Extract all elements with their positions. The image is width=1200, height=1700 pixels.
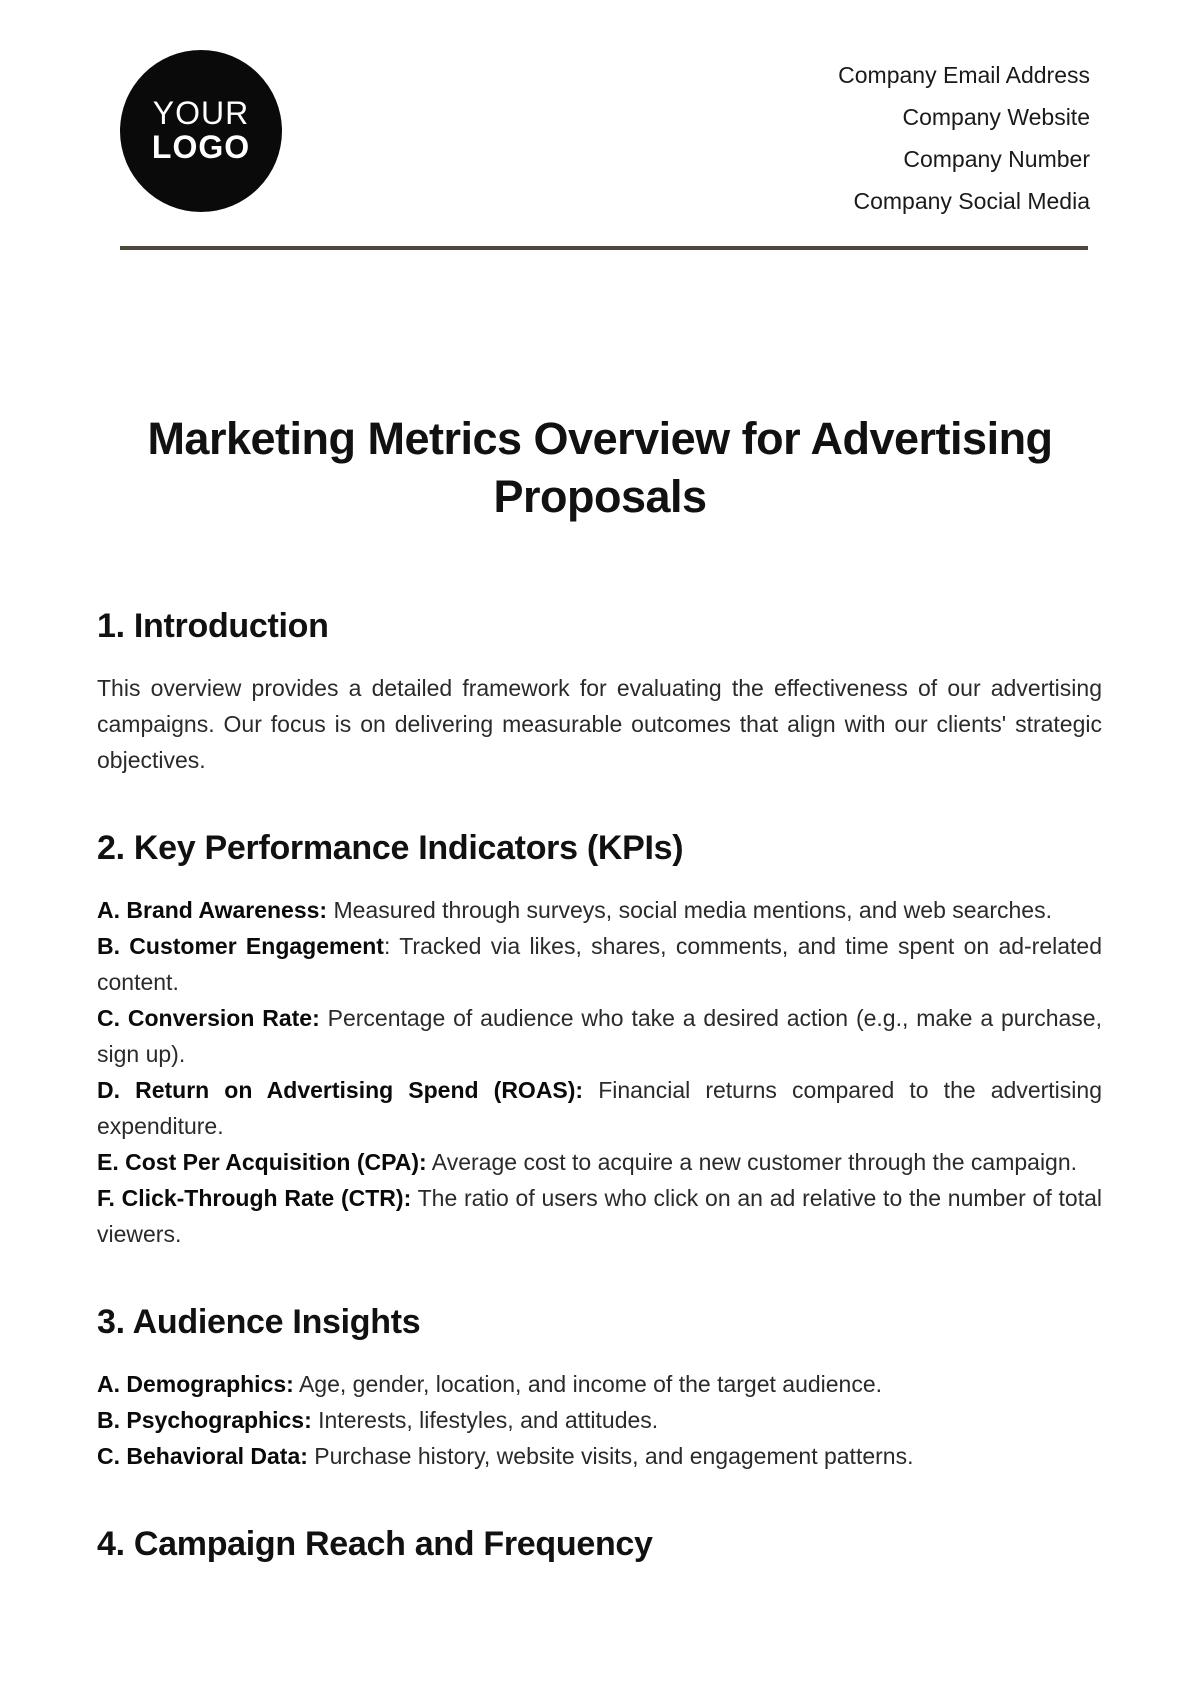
insight-item: [97, 1366, 1102, 1402]
kpi-text: Measured through surveys, social media mentions, and web searches.: [327, 897, 1052, 923]
insight-item: [97, 1402, 1102, 1438]
section-audience-insights: [97, 1300, 1102, 1474]
insight-text: Interests, lifestyles, and attitudes.: [311, 1407, 659, 1433]
insight-text: Purchase history, website visits, and engagement patterns.: [307, 1443, 914, 1469]
kpi-label: E. Cost Per Acquisition (CPA):: [97, 1149, 427, 1175]
document-header: [120, 50, 1090, 214]
kpi-item: [97, 1144, 1102, 1180]
document-body: [97, 604, 1102, 1614]
kpi-item: [97, 892, 1102, 928]
document-title: Marketing Metrics Overview for Advertising Proposals: [147, 413, 1053, 522]
kpi-item: [97, 1180, 1102, 1252]
section-introduction: [97, 604, 1102, 778]
kpi-item: [97, 928, 1102, 1000]
section-heading: 1. Introduction: [97, 607, 329, 645]
company-contact-block: [838, 54, 1090, 222]
section-paragraph: This overview provides a detailed framework for evaluating the effectiveness of our advertising campaigns. Our focus is on delivering measurable outcomes that align with our clients' strategic objectives.: [97, 675, 1102, 773]
insight-item: [97, 1438, 1102, 1474]
kpi-text: Average cost to acquire a new customer through the campaign.: [426, 1149, 1078, 1175]
kpi-text: : Tracked via likes, shares, comments, and time spent on ad-related content.: [97, 933, 1103, 995]
insight-label: B. Psychographics:: [97, 1407, 312, 1433]
logo-line-1: YOUR: [152, 95, 250, 132]
section-heading: 2. Key Performance Indicators (KPIs): [97, 829, 684, 867]
logo-line-2: LOGO: [151, 129, 251, 165]
kpi-item: [97, 1072, 1102, 1144]
company-social-media: Company Social Media: [853, 188, 1090, 214]
company-number: Company Number: [903, 146, 1090, 172]
insight-text: Age, gender, location, and income of the target audience.: [293, 1371, 883, 1397]
kpi-label: B. Customer Engagement: [97, 933, 384, 959]
insight-label: A. Demographics:: [97, 1371, 294, 1397]
company-logo: [120, 50, 282, 212]
kpi-text: The ratio of users who click on an ad relative to the number of total viewers.: [97, 1185, 1102, 1247]
section-heading: 4. Campaign Reach and Frequency: [97, 1525, 653, 1563]
kpi-text: Percentage of audience who take a desired action (e.g., make a purchase, sign up).: [97, 1005, 1102, 1067]
kpi-label: C. Conversion Rate:: [97, 1005, 320, 1031]
kpi-item: [97, 1000, 1102, 1072]
kpi-label: F. Click-Through Rate (CTR):: [97, 1185, 412, 1211]
insight-label: C. Behavioral Data:: [97, 1443, 308, 1469]
section-heading: 3. Audience Insights: [97, 1303, 421, 1341]
kpi-label: A. Brand Awareness:: [97, 897, 328, 923]
company-website: Company Website: [902, 104, 1090, 130]
header-divider: [120, 246, 1088, 250]
kpi-label: D. Return on Advertising Spend (ROAS):: [97, 1077, 584, 1103]
section-kpis: [97, 826, 1102, 1252]
kpi-text: Financial returns compared to the advertising expenditure.: [97, 1077, 1102, 1139]
section-campaign-reach: [97, 1522, 1102, 1566]
company-email: Company Email Address: [838, 62, 1090, 88]
